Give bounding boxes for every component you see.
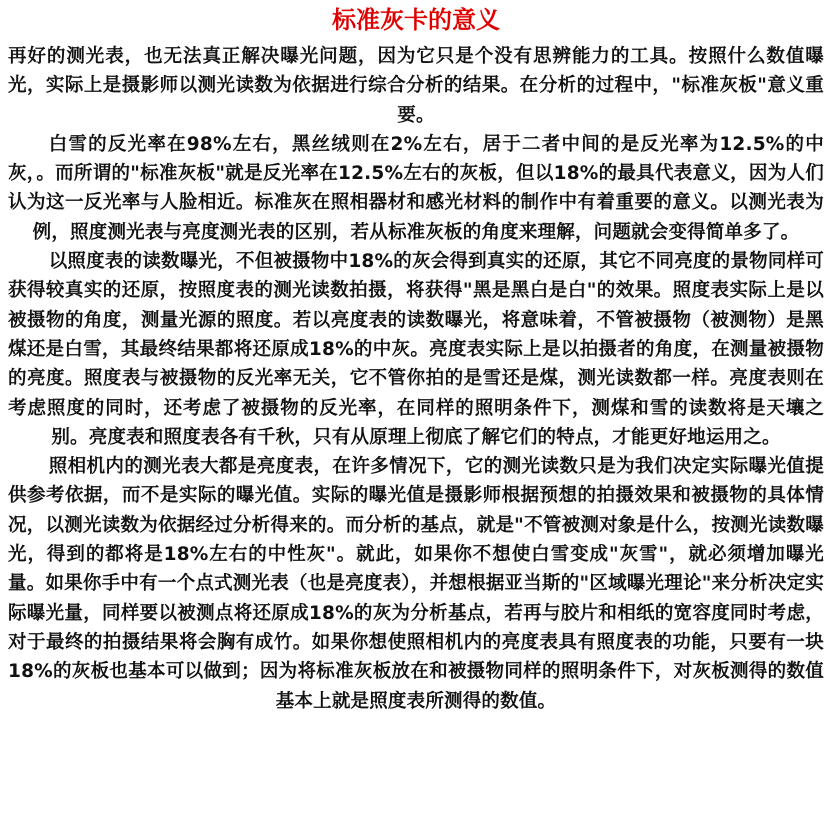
paragraph-2: 白雪的反光率在98%左右，黑丝绒则在2%左右，居于二者中间的是反光率为12.5%的中灰，。而所谓的"标准灰板"就是反光率在12.5%左右的灰板，但以18%的最具代表意义，因为人们认为这一反光率与人脸相近。标准灰在照相器材和感光材料的制作中有着重要的意义。以测光表为例，照度测光表与亮度测光表的区别，若从标准灰板的角度来理解，问题就会变得简单多了。 xyxy=(8,133,824,243)
paragraph-3: 以照度表的读数曝光，不但被摄物中18%的灰会得到真实的还原，其它不同亮度的景物同样可获得较真实的还原，按照度表的测光读数拍摄，将获得"黑是黑白是白"的效果。照度表实际上是以被摄物的角度，测量光源的照度。若以亮度表的读数曝光，将意味着，不管被摄物（被测物）是黑煤还是白雪，其最终结果都将还原成18%的中灰。亮度表实际上是以拍摄者的角度，在测量被摄物的亮度。照度表与被摄物的反光率无关，它不管你拍的是雪还是煤，测光读数都一样。亮度表则在考虑照度的同时，还考虑了被摄物的反光率，在同样的照明条件下，测煤和雪的读数将是天壤之别。亮度表和照度表各有千秋，只有从原理上彻底了解它们的特点，才能更好地运用之。 xyxy=(8,251,824,448)
article-title: 标准灰卡的意义 xyxy=(332,6,500,34)
paragraph-1: 再好的测光表，也无法真正解决曝光问题，因为它只是个没有思辨能力的工具。按照什么数值曝光，实际上是摄影师以测光读数为依据进行综合分析的结果。在分析的过程中，"标准灰板"意义重要。 xyxy=(8,46,824,126)
paragraph-4: 照相机内的测光表大都是亮度表，在许多情况下，它的测光读数只是为我们决定实际曝光值提供参考依据，而不是实际的曝光值。实际的曝光值是摄影师根据预想的拍摄效果和被摄物的具体情况，以测光读数为依据经过分析得来的。而分析的基点，就是"不管被测对象是什么，按测光读数曝光，得到的都将是18%左右的中性灰"。就此，如果你不想使白雪变成"灰雪"，就必须增加曝光量。如果你手中有一个点式测光表（也是亮度表），并想根据亚当斯的"区域曝光理论"来分析决定实际曝光量，同样要以被测点将还原成18%的灰为分析基点，若再与胶片和相纸的宽容度同时考虑，对于最终的拍摄结果将会胸有成竹。如果你想使照相机内的亮度表具有照度表的功能，只要有一块18%的灰板也基本可以做到；因为将标准灰板放在和被摄物同样的照明条件下，对灰板测得的数值基本上就是照度表所测得的数值。 xyxy=(8,456,824,712)
